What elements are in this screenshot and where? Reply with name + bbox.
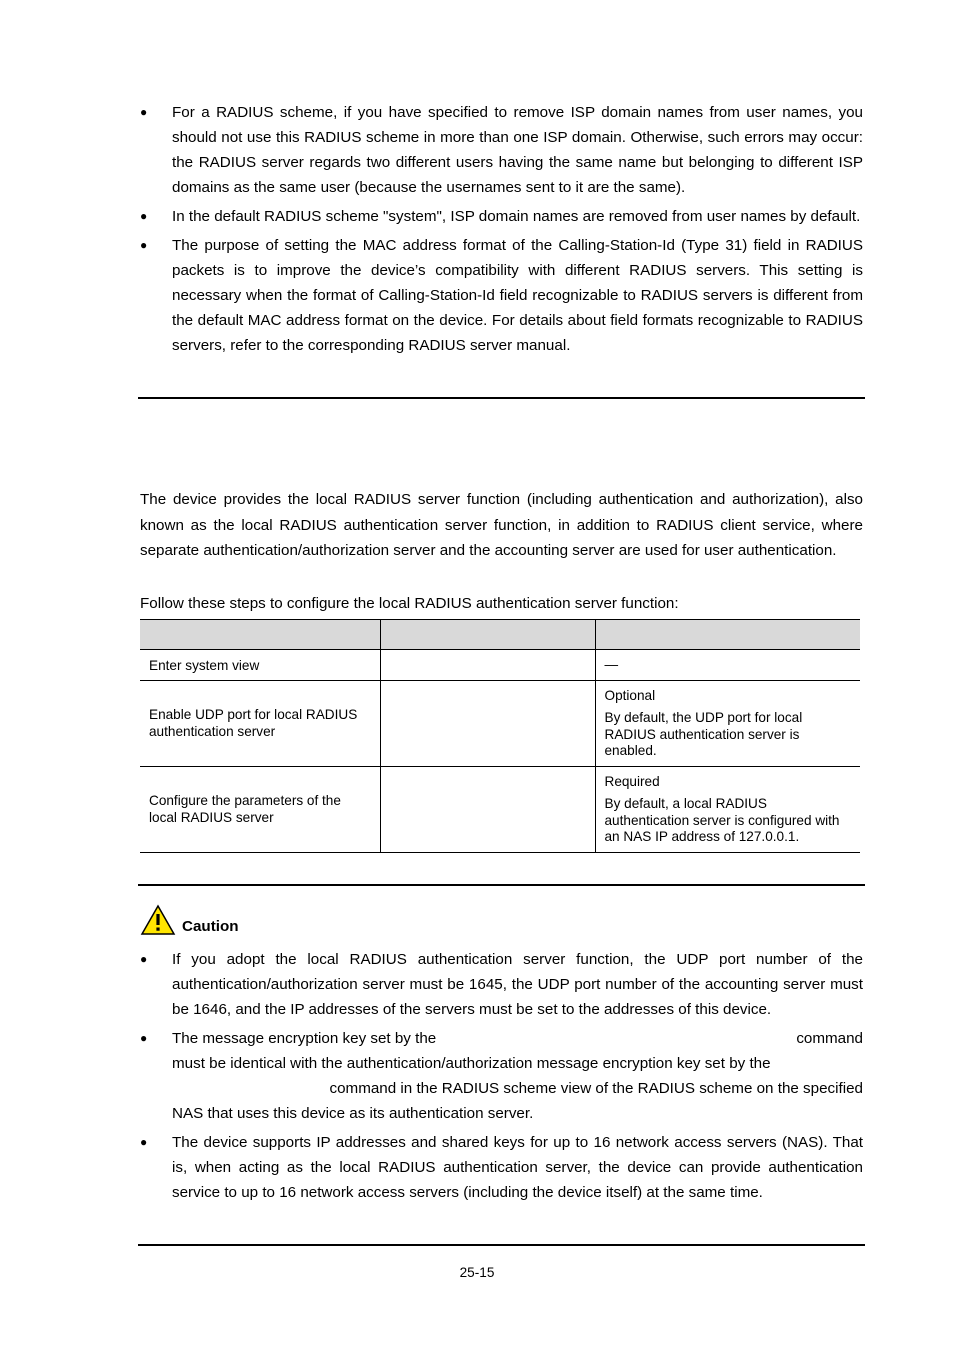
caution-end-rule	[138, 1244, 865, 1246]
caution-text: NAS that uses this device as its authentication server.	[172, 1105, 534, 1122]
caution-start-rule	[138, 884, 865, 886]
remarks-cell	[595, 650, 860, 681]
list-item	[140, 1130, 863, 1205]
list-item	[140, 1026, 863, 1126]
header-cell-command	[380, 620, 595, 650]
page-number: 25-15	[459, 1265, 495, 1280]
operation-cell	[140, 681, 380, 767]
remarks-cell	[595, 681, 860, 767]
operation-cell	[140, 767, 380, 853]
caution-line	[172, 1101, 863, 1126]
list-item	[140, 947, 863, 1022]
bullet-dot-icon: ●	[140, 1031, 148, 1045]
caution-text: command	[796, 1030, 863, 1047]
note-text: For a RADIUS scheme, if you have specified to remove ISP domain names from user names, you should not use this RADIUS scheme in more than one ISP domain. Otherwise, such errors may occur: the RADIUS server regards two different users having the same name but belonging to different ISP domains as the same user (because the usernames sent to it are the same).	[172, 104, 863, 196]
command-cell	[380, 650, 595, 681]
steps-lead-text: Follow these steps to configure the local RADIUS authentication server function:	[140, 595, 679, 612]
operation-cell: Enter system view	[140, 650, 380, 681]
bullet-dot-icon: ●	[140, 105, 148, 119]
remark-requirement: Required	[604, 773, 660, 789]
remark-text: By default, the UDP port for local RADIUS authentication server is enabled.	[604, 710, 803, 758]
caution-text: The message encryption key set by the	[172, 1030, 437, 1047]
header-cell-operation	[140, 620, 380, 650]
table-row	[140, 767, 860, 853]
command-cell	[380, 767, 595, 853]
note-end-rule	[138, 397, 865, 399]
header-cell-remarks	[595, 620, 860, 650]
operation-text: Enable UDP port for local RADIUS authentication server	[149, 707, 358, 739]
remark-requirement: Optional	[604, 687, 656, 703]
intro-paragraph: The device provides the local RADIUS server function (including authentication and authorization), also known as the local RADIUS authentication server function, in addition to RADIUS client service, where separate authentication/authorization server and the accounting server are used for user authentication.	[140, 491, 863, 559]
operation-text: Configure the parameters of the local RADIUS server	[149, 793, 341, 825]
table-header-row	[140, 620, 860, 650]
remarks-cell	[595, 767, 860, 853]
list-item	[140, 100, 863, 200]
caution-text: command in the RADIUS scheme view of the RADIUS scheme on the specified	[329, 1080, 863, 1097]
bullet-dot-icon: ●	[140, 238, 148, 252]
note-text: In the default RADIUS scheme "system", ISP domain names are removed from user names by default.	[172, 208, 861, 225]
caution-list	[140, 947, 863, 1209]
remark-text: —	[604, 656, 619, 672]
caution-heading	[140, 902, 239, 936]
caution-text: If you adopt the local RADIUS authentication server function, the UDP port number of the authentication/authorization server must be 1645, the UDP port number of the accounting server must be 1646, and the IP addresses of the servers must be set to the addresses of this device.	[172, 951, 863, 1018]
table-row	[140, 650, 860, 681]
warning-triangle-icon	[140, 904, 176, 936]
list-item	[140, 233, 863, 358]
config-steps-table	[140, 619, 860, 853]
caution-line	[172, 1026, 863, 1051]
bullet-dot-icon: ●	[140, 952, 148, 966]
command-cell	[380, 681, 595, 767]
caution-line	[172, 1076, 863, 1101]
caution-label: Caution	[182, 918, 239, 935]
bullet-dot-icon: ●	[140, 1135, 148, 1149]
bullet-dot-icon: ●	[140, 209, 148, 223]
table-row	[140, 681, 860, 767]
top-notes-list	[140, 100, 863, 362]
remark-text: By default, a local RADIUS authentication server is configured with an NAS IP address of 127.0.0.1.	[604, 796, 840, 844]
note-text: The purpose of setting the MAC address format of the Calling-Station-Id (Type 31) field in RADIUS packets is to improve the device’s compatibility with different RADIUS servers. This setting is necessary when the format of Calling-Station-Id field recognizable to RADIUS servers is different from the default MAC address format on the device. For details about field formats recognizable to RADIUS servers, refer to the corresponding RADIUS server manual.	[172, 237, 863, 354]
list-item	[140, 204, 863, 229]
caution-text: must be identical with the authentication/authorization message encryption key set by the	[172, 1055, 771, 1072]
caution-line	[172, 1051, 863, 1076]
caution-text: The device supports IP addresses and shared keys for up to 16 network access servers (NAS). That is, when acting as the local RADIUS authentication server, the device can provide authentication service to up to 16 network access servers (including the device itself) at the same time.	[172, 1134, 863, 1201]
